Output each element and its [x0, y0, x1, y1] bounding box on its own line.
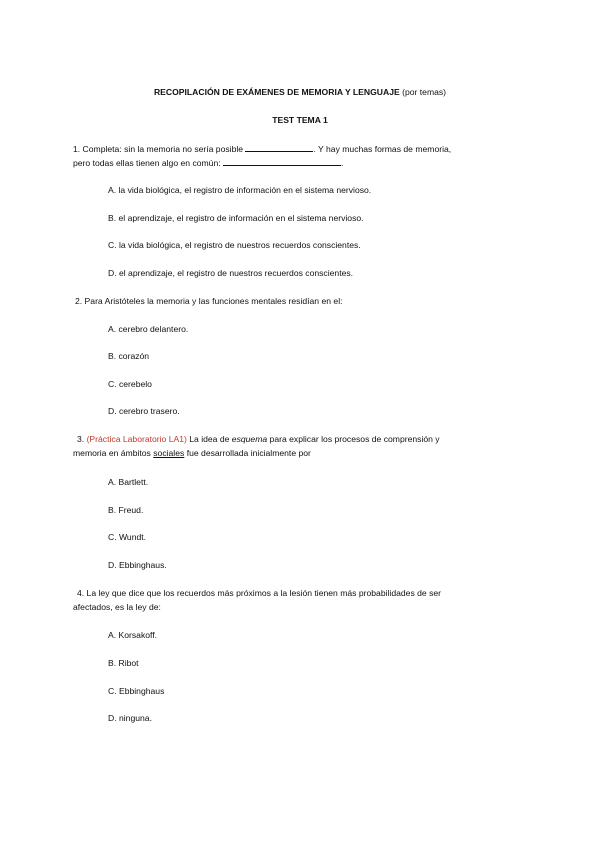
option-1c: C. la vida biológica, el registro de nuestros recuerdos conscientes. [108, 240, 361, 250]
question-1-text-d: . [341, 158, 344, 168]
option-2a: A. cerebro delantero. [108, 324, 189, 334]
option-2b: B. corazón [108, 351, 150, 361]
question-4-line-1: 4. La ley que dice que los recuerdos más próximos a la lesión tienen más probabilidades de ser [77, 588, 442, 598]
question-2-text: 2. Para Aristóteles la memoria y las funciones mentales residían en el: [75, 296, 343, 306]
option-4c: C. Ebbinghaus [108, 686, 165, 696]
test-subtitle: TEST TEMA 1 [272, 115, 328, 125]
option-2c: C. cerebelo [108, 379, 152, 389]
question-3-highlight: (Práctica Laboratorio LA1) [86, 434, 187, 444]
option-3b: B. Freud. [108, 505, 144, 515]
question-4-line-2: afectados, es la ley de: [73, 602, 161, 612]
question-1-line-2 [73, 157, 343, 169]
question-3-number: 3. [77, 434, 85, 444]
option-1a: A. la vida biológica, el registro de información en el sistema nervioso. [108, 185, 372, 195]
question-1-text-c: pero todas ellas tienen algo en común: [73, 158, 221, 168]
question-3-text-c: memoria en ámbitos [73, 448, 151, 458]
blank-line [223, 157, 344, 168]
option-1d: D. el aprendizaje, el registro de nuestros recuerdos conscientes. [108, 268, 354, 278]
title-suffix: (por temas) [402, 87, 447, 97]
option-4b: B. Ribot [108, 658, 139, 668]
question-3-underlined: sociales [153, 448, 185, 458]
title-main: RECOPILACIÓN DE EXÁMENES DE MEMORIA Y LENGUAJE [153, 87, 400, 97]
option-3a: A. Bartlett. [108, 477, 149, 487]
option-3c: C. Wundt. [108, 532, 147, 542]
question-1-line-1 [73, 143, 528, 155]
blank-line [245, 143, 313, 152]
option-4d: D. ninguna. [108, 713, 152, 723]
option-2d: D. cerebro trasero. [108, 406, 180, 416]
question-1-text-b: . Y hay muchas formas de memoria, [313, 144, 452, 154]
question-1-text-a: 1. Completa: sin la memoria no sería posible [73, 144, 244, 154]
question-3-line-2 [73, 448, 311, 459]
question-3-text-b: para explicar los procesos de comprensión y [269, 434, 440, 444]
question-3-text-d: fue desarrollada inicialmente por [186, 448, 311, 458]
question-3-emphasis: esquema [231, 434, 268, 444]
document-title [0, 87, 600, 98]
option-1b: B. el aprendizaje, el registro de información en el sistema nervioso. [108, 213, 364, 223]
question-3-line-1 [77, 434, 528, 445]
option-3d: D. Ebbinghaus. [108, 560, 167, 570]
option-4a: A. Korsakoff. [108, 630, 158, 640]
question-3-text-a: La idea de [189, 434, 230, 444]
